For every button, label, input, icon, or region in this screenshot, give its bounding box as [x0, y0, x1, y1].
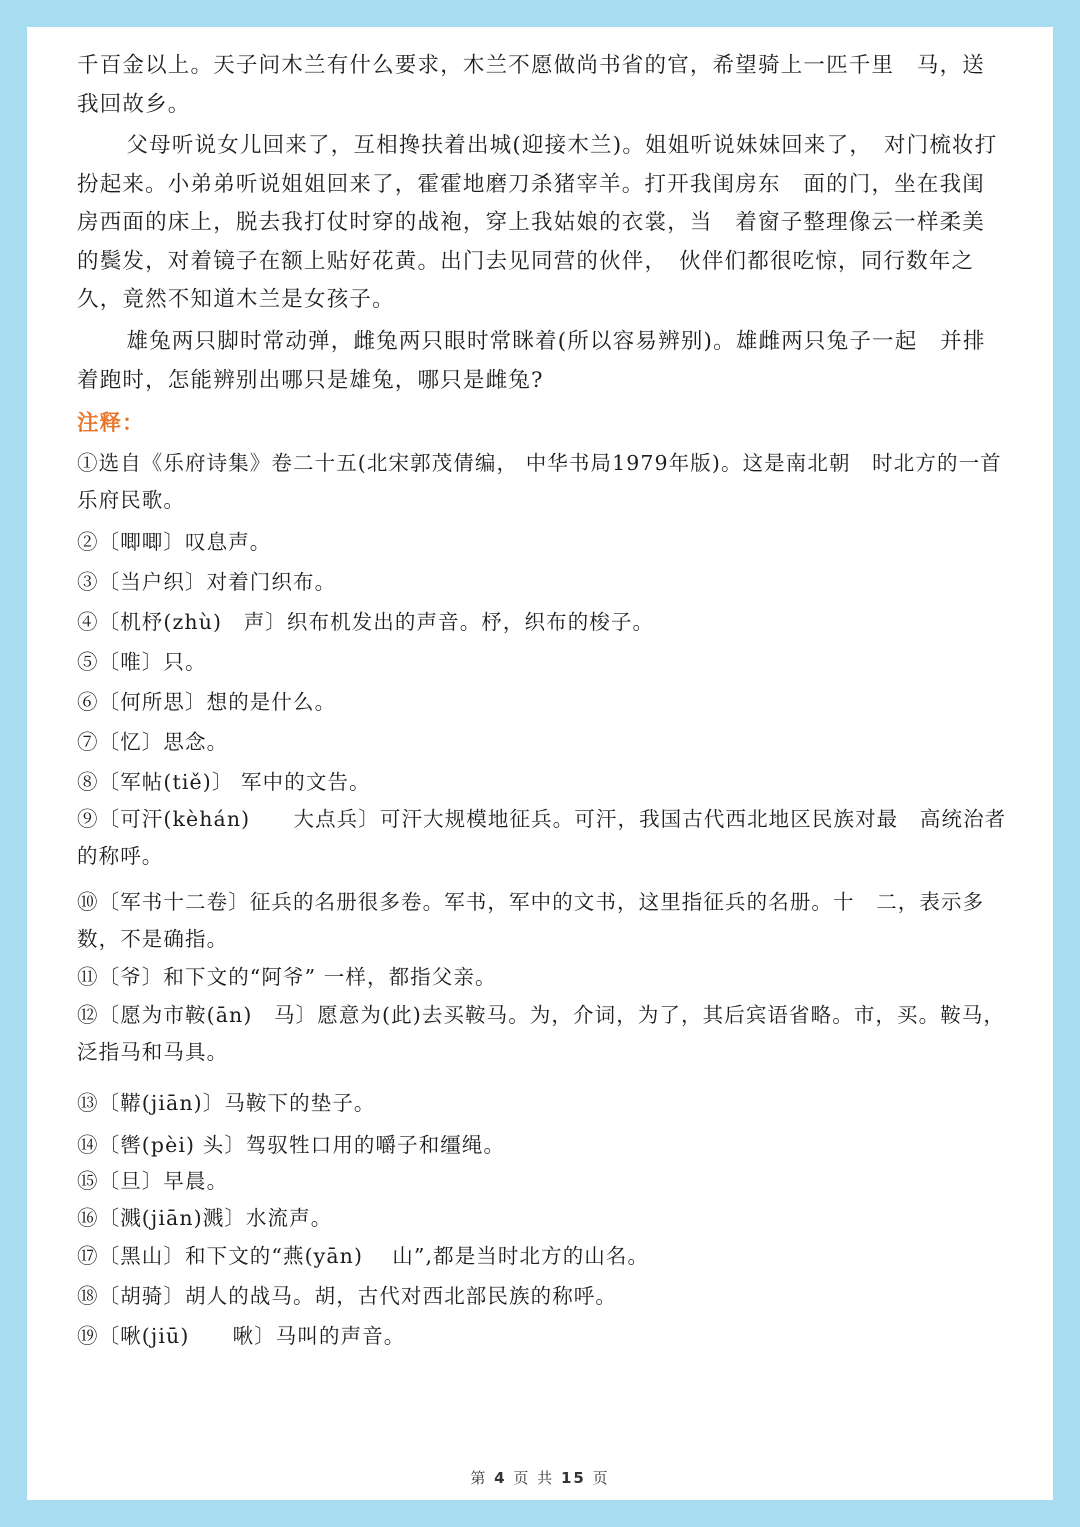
note-item-16: ⑯〔溅(jiān)溅〕水流声。	[77, 1206, 333, 1230]
body-paragraph-2: 父母听说女儿回来了，互相搀扶着出城(迎接木兰)。姐姐听说妹妹回来了， 对门梳妆打扮起来。小弟弟听说姐姐回来了，霍霍地磨刀杀猪宰羊。打开我闺房东 面的门，坐在我闺房西面的床上，脱去我打仗时穿的战袍，穿上我姑娘的衣裳，当 着窗子整理像云一样柔美的鬓发，对着镜子在额上贴好花黄。出门去见同营的伙伴， 伙伴们都很吃惊，同行数年之久，竟然不知道木兰是女孩子。	[77, 133, 998, 312]
note-item-8: ⑧〔军帖(tiě)〕 军中的文告。	[77, 770, 371, 794]
footer-suffix: 页	[592, 1469, 610, 1487]
note-item-3: ③〔当户织〕对着门织布。	[77, 570, 337, 594]
page-sheet	[27, 27, 1053, 1500]
body-paragraph-1: 千百金以上。天子问木兰有什么要求，木兰不愿做尚书省的官，希望骑上一匹千里 马，送我回故乡。	[77, 53, 986, 117]
note-item-5: ⑤〔唯〕只。	[77, 650, 207, 674]
note-item-11: ⑪〔爷〕和下文的“阿爷” 一样，都指父亲。	[77, 965, 497, 989]
note-item-2: ②〔唧唧〕叹息声。	[77, 530, 272, 554]
footer-mid: 页 共	[513, 1469, 555, 1487]
note-item-18: ⑱〔胡骑〕胡人的战马。胡，古代对西北部民族的称呼。	[77, 1284, 617, 1308]
note-item-14: ⑭〔辔(pèi) 头〕驾驭牲口用的嚼子和缰绳。	[77, 1133, 506, 1157]
note-item-6: ⑥〔何所思〕想的是什么。	[77, 690, 337, 714]
note-item-7: ⑦〔忆〕思念。	[77, 730, 229, 754]
note-item-19: ⑲〔啾(jiū) 啾〕马叫的声音。	[77, 1324, 406, 1348]
notes-heading: 注释：	[77, 411, 145, 436]
note-item-13: ⑬〔鞯(jiān)〕马鞍下的垫子。	[77, 1091, 376, 1115]
note-item-1: ①选自《乐府诗集》卷二十五(北宋郭茂倩编， 中华书局1979年版)。这是南北朝 时北方的一首乐府民歌。	[77, 451, 1002, 512]
note-item-15: ⑮〔旦〕早晨。	[77, 1169, 229, 1193]
footer-total-pages: 15	[560, 1469, 586, 1487]
note-item-4: ④〔机杼(zhù) 声〕织布机发出的声音。杼，织布的梭子。	[77, 610, 655, 634]
footer-page-number: 4	[494, 1469, 507, 1487]
body-paragraph-3: 雄兔两只脚时常动弹，雌兔两只眼时常眯着(所以容易辨别)。雄雌两只兔子一起 并排着跑时，怎能辨别出哪只是雄兔，哪只是雌兔?	[77, 329, 986, 393]
note-item-9: ⑨〔可汗(kèhán) 大点兵〕可汗大规模地征兵。可汗，我国古代西北地区民族对最 高统治者的称呼。	[77, 807, 1007, 868]
footer-prefix: 第	[470, 1469, 488, 1487]
page-footer	[27, 1467, 1053, 1488]
note-item-10: ⑩〔军书十二卷〕征兵的名册很多卷。军书，军中的文书，这里指征兵的名册。十 二，表示多数，不是确指。	[77, 890, 985, 951]
note-item-17: ⑰〔黑山〕和下文的“燕(yān) 山”,都是当时北方的山名。	[77, 1244, 650, 1268]
note-item-12: ⑫〔愿为市鞍(ān) 马〕愿意为(此)去买鞍马。为，介词，为了，其后宾语省略。市，买。鞍马，泛指马和马具。	[77, 1003, 1006, 1064]
